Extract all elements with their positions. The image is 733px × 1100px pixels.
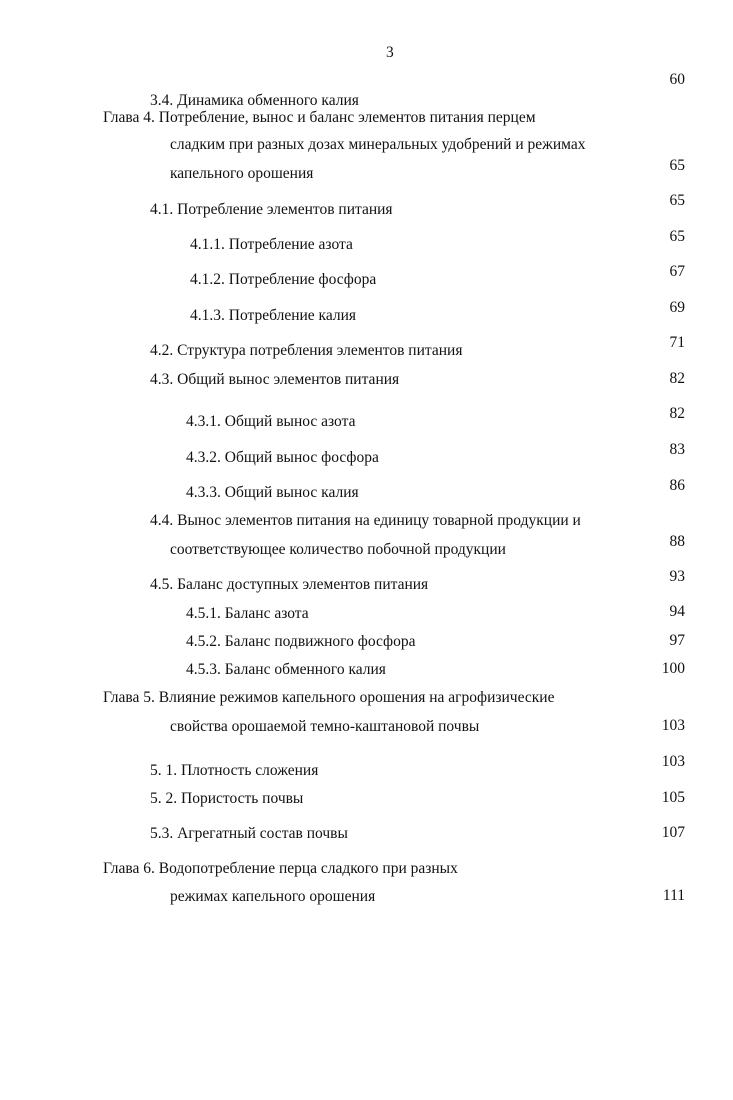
- toc-entry-page: 71: [669, 334, 685, 351]
- page-number: 3: [386, 44, 394, 61]
- toc-entry-title: 4.3. Общий вынос элементов питания: [150, 371, 400, 388]
- toc-entry-page: 83: [669, 441, 685, 458]
- toc-entry-page: 111: [662, 887, 685, 904]
- toc-entry-page: 82: [669, 405, 685, 422]
- toc-entry-title: 4.4. Вынос элементов питания на единицу товарной продукции и: [150, 512, 581, 529]
- toc-entry-page: 88: [669, 533, 685, 550]
- toc-entry-page: 65: [669, 192, 685, 209]
- toc-entry-title: соответствующее количество побочной продукции: [170, 541, 506, 558]
- toc-entry-title: 4.1.2. Потребление фосфора: [190, 271, 377, 288]
- toc-entry-page: 86: [669, 477, 685, 494]
- toc-entry-page: 105: [661, 789, 685, 806]
- toc-entry-title: 4.5. Баланс доступных элементов питания: [150, 576, 429, 593]
- toc-entry-title: сладким при разных дозах минеральных удобрений и режимах: [170, 136, 586, 153]
- toc-entry-title: Глава 5. Влияние режимов капельного орошения на агрофизические: [103, 689, 555, 706]
- toc-entry-page: 94: [669, 603, 685, 620]
- toc-entry-page: 93: [669, 568, 685, 585]
- toc-entry-title: Глава 4. Потребление, вынос и баланс элементов питания перцем: [103, 109, 536, 126]
- toc-entry-title: 4.5.1. Баланс азота: [186, 605, 309, 622]
- toc-entry-title: Глава 6. Водопотребление перца сладкого при разных: [103, 860, 458, 877]
- toc-entry-page: 103: [661, 753, 685, 770]
- toc-entry-page: 107: [661, 824, 685, 841]
- toc-entry-title: 4.2. Структура потребления элементов питания: [150, 342, 463, 359]
- toc-entry-title: 4.5.2. Баланс подвижного фосфора: [186, 633, 416, 650]
- toc-entry-title: свойства орошаемой темно-каштановой почвы: [170, 718, 480, 735]
- toc-entry-title: 4.3.3. Общий вынос калия: [186, 484, 359, 501]
- toc-entry-page: 65: [669, 157, 685, 174]
- toc-entry-page: 100: [661, 660, 685, 677]
- toc-entry-title: 5. 2. Пористость почвы: [150, 790, 304, 807]
- toc-entry-title: 3.4. Динамика обменного калия: [150, 92, 359, 109]
- toc-entry-title: 4.1.1. Потребление азота: [190, 236, 353, 253]
- toc-entry-page: 60: [669, 71, 685, 88]
- toc-entry-page: 82: [669, 370, 685, 387]
- toc-entry-page: 97: [669, 632, 685, 649]
- toc-entry-page: 69: [669, 299, 685, 316]
- toc-entry-title: 4.3.1. Общий вынос азота: [186, 413, 356, 430]
- toc-entry-title: режимах капельного орошения: [170, 888, 376, 905]
- toc-entry-title: 4.1.3. Потребление калия: [190, 307, 357, 324]
- toc-entry-title: 5. 1. Плотность сложения: [150, 762, 319, 779]
- toc-entry-title: 4.3.2. Общий вынос фосфора: [186, 449, 379, 466]
- toc-entry-page: 65: [669, 228, 685, 245]
- toc-entry-page: 67: [669, 263, 685, 280]
- toc-entry-page: 103: [661, 717, 685, 734]
- toc-entry-title: 4.5.3. Баланс обменного калия: [186, 661, 386, 678]
- toc-entry-title: капельного орошения: [170, 165, 314, 182]
- toc-entry-title: 4.1. Потребление элементов питания: [150, 201, 393, 218]
- toc-entry-title: 5.3. Агрегатный состав почвы: [150, 825, 348, 842]
